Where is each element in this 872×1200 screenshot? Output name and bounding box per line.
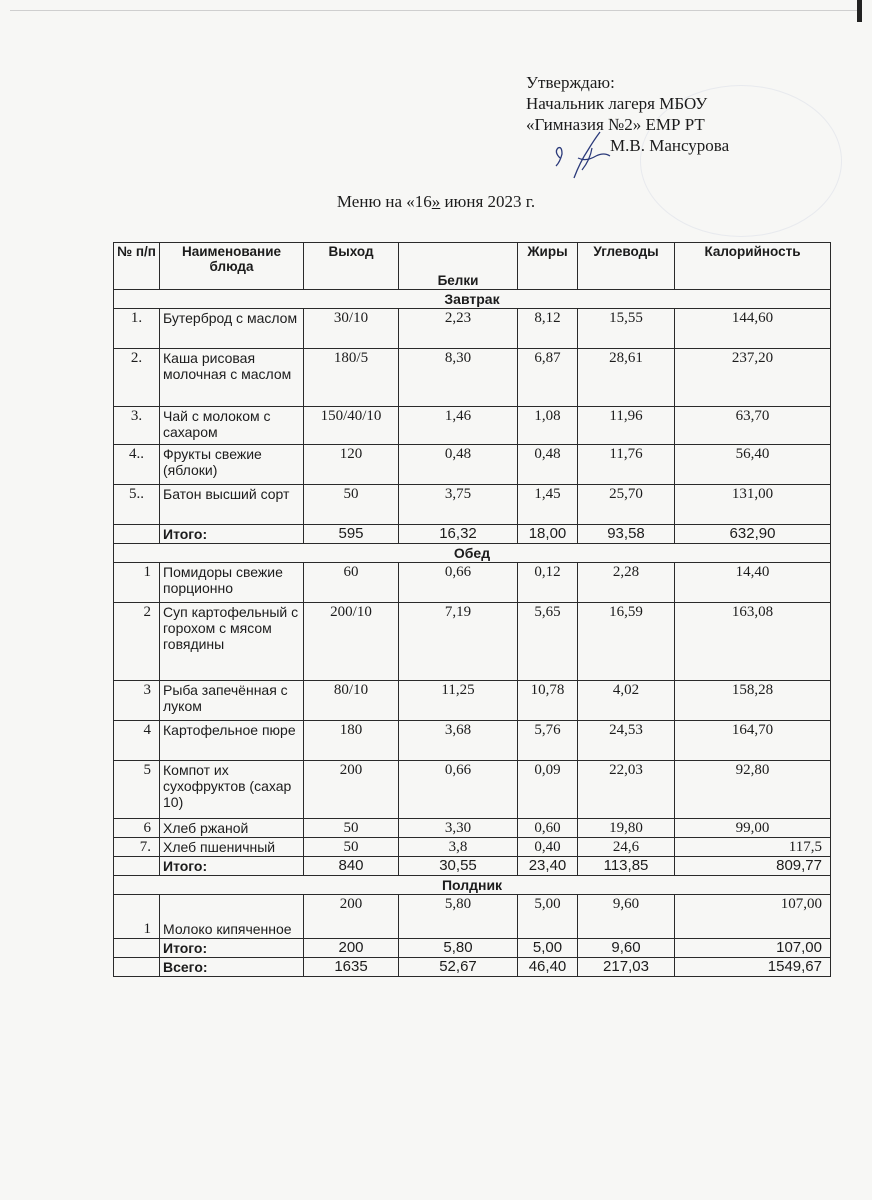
cell-carbs: 24,6 (578, 838, 675, 857)
cell-output: 120 (304, 445, 399, 485)
page-corner-mark (857, 0, 862, 22)
cell-name: Помидоры свежие порционно (160, 563, 304, 603)
cell-calories: 164,70 (675, 721, 831, 761)
cell-output: 30/10 (304, 309, 399, 349)
header-num: № п/п (114, 243, 160, 290)
cell-protein: 8,30 (399, 349, 518, 407)
table-row (114, 563, 831, 603)
cell-empty (114, 525, 160, 544)
table-row (114, 895, 831, 939)
cell-calories: 99,00 (675, 819, 831, 838)
total-row (114, 939, 831, 958)
cell-calories: 158,28 (675, 681, 831, 721)
table-row (114, 485, 831, 525)
table-row (114, 838, 831, 857)
cell-output: 50 (304, 819, 399, 838)
cell-name: Фрукты свежие (яблоки) (160, 445, 304, 485)
cell-protein: 3,68 (399, 721, 518, 761)
cell-fat: 0,40 (518, 838, 578, 857)
cell-name: Хлеб пшеничный (160, 838, 304, 857)
grand-total-label: Всего: (160, 958, 304, 977)
section-title: Завтрак (114, 290, 831, 309)
cell-num: 2. (114, 349, 160, 407)
cell-name: Суп картофельный с горохом с мясом говядины (160, 603, 304, 681)
grand-total-output: 1635 (304, 958, 399, 977)
cell-num: 7. (114, 838, 160, 857)
cell-carbs: 24,53 (578, 721, 675, 761)
cell-carbs: 19,80 (578, 819, 675, 838)
table-row (114, 407, 831, 445)
cell-output: 150/40/10 (304, 407, 399, 445)
cell-fat: 0,60 (518, 819, 578, 838)
total-label: Итого: (160, 939, 304, 958)
table-header-row (114, 243, 831, 290)
cell-empty (114, 857, 160, 876)
table-row (114, 349, 831, 407)
section-row (114, 876, 831, 895)
table-row (114, 445, 831, 485)
cell-protein: 7,19 (399, 603, 518, 681)
section-title: Полдник (114, 876, 831, 895)
header-name: Наименование блюда (160, 243, 304, 290)
total-protein: 16,32 (399, 525, 518, 544)
total-carbs: 113,85 (578, 857, 675, 876)
cell-protein: 0,48 (399, 445, 518, 485)
cell-protein: 1,46 (399, 407, 518, 445)
table-row (114, 603, 831, 681)
cell-protein: 3,75 (399, 485, 518, 525)
cell-protein: 0,66 (399, 563, 518, 603)
grand-total-carbs: 217,03 (578, 958, 675, 977)
cell-fat: 0,48 (518, 445, 578, 485)
cell-num: 1 (114, 895, 160, 939)
header-calories: Калорийность (675, 243, 831, 290)
cell-output: 180 (304, 721, 399, 761)
cell-name: Хлеб ржаной (160, 819, 304, 838)
header-protein: Белки (399, 243, 518, 290)
cell-carbs: 25,70 (578, 485, 675, 525)
title-prefix: Меню на «16 (336, 192, 432, 211)
total-output: 200 (304, 939, 399, 958)
cell-fat: 5,65 (518, 603, 578, 681)
cell-calories: 107,00 (675, 895, 831, 939)
cell-calories: 144,60 (675, 309, 831, 349)
cell-calories: 92,80 (675, 761, 831, 819)
menu-table (113, 242, 831, 977)
total-calories: 632,90 (675, 525, 831, 544)
cell-num: 2 (114, 603, 160, 681)
cell-num: 4.. (114, 445, 160, 485)
table-row (114, 819, 831, 838)
total-row (114, 525, 831, 544)
cell-fat: 5,76 (518, 721, 578, 761)
cell-carbs: 15,55 (578, 309, 675, 349)
cell-name: Батон высший сорт (160, 485, 304, 525)
cell-carbs: 2,28 (578, 563, 675, 603)
cell-output: 50 (304, 838, 399, 857)
header-output: Выход (304, 243, 399, 290)
total-carbs: 9,60 (578, 939, 675, 958)
cell-num: 3. (114, 407, 160, 445)
cell-calories: 14,40 (675, 563, 831, 603)
header-carbs: Углеводы (578, 243, 675, 290)
total-output: 595 (304, 525, 399, 544)
total-fat: 23,40 (518, 857, 578, 876)
approval-line-3: «Гимназия №2» ЕМР РТ (526, 115, 705, 134)
total-protein: 30,55 (399, 857, 518, 876)
cell-output: 60 (304, 563, 399, 603)
total-calories: 107,00 (675, 939, 831, 958)
table-row (114, 681, 831, 721)
cell-name: Картофельное пюре (160, 721, 304, 761)
cell-output: 80/10 (304, 681, 399, 721)
table-row (114, 309, 831, 349)
section-title: Обед (114, 544, 831, 563)
header-fat: Жиры (518, 243, 578, 290)
total-carbs: 93,58 (578, 525, 675, 544)
cell-protein: 2,23 (399, 309, 518, 349)
total-fat: 5,00 (518, 939, 578, 958)
cell-output: 50 (304, 485, 399, 525)
cell-num: 3 (114, 681, 160, 721)
cell-empty (114, 939, 160, 958)
title-suffix: июня 2023 г. (440, 192, 536, 211)
title-day-close: » (431, 192, 441, 211)
cell-name: Компот их сухофруктов (сахар 10) (160, 761, 304, 819)
cell-carbs: 11,96 (578, 407, 675, 445)
grand-total-fat: 46,40 (518, 958, 578, 977)
handwritten-signature (548, 128, 628, 188)
cell-fat: 0,12 (518, 563, 578, 603)
cell-output: 180/5 (304, 349, 399, 407)
total-label: Итого: (160, 857, 304, 876)
table-row (114, 721, 831, 761)
cell-calories: 131,00 (675, 485, 831, 525)
grand-total-protein: 52,67 (399, 958, 518, 977)
cell-calories: 63,70 (675, 407, 831, 445)
section-row (114, 290, 831, 309)
cell-num: 5 (114, 761, 160, 819)
total-row (114, 857, 831, 876)
cell-name: Молоко кипяченное (160, 895, 304, 939)
cell-carbs: 22,03 (578, 761, 675, 819)
cell-carbs: 16,59 (578, 603, 675, 681)
cell-calories: 237,20 (675, 349, 831, 407)
cell-num: 1. (114, 309, 160, 349)
approval-line-2: Начальник лагеря МБОУ (526, 94, 708, 113)
cell-fat: 6,87 (518, 349, 578, 407)
cell-carbs: 4,02 (578, 681, 675, 721)
cell-empty (114, 958, 160, 977)
cell-name: Чай с молоком с сахаром (160, 407, 304, 445)
cell-protein: 11,25 (399, 681, 518, 721)
cell-output: 200 (304, 761, 399, 819)
cell-protein: 0,66 (399, 761, 518, 819)
cell-protein: 3,8 (399, 838, 518, 857)
total-fat: 18,00 (518, 525, 578, 544)
cell-name: Бутерброд с маслом (160, 309, 304, 349)
cell-fat: 1,45 (518, 485, 578, 525)
cell-fat: 5,00 (518, 895, 578, 939)
cell-carbs: 9,60 (578, 895, 675, 939)
cell-fat: 8,12 (518, 309, 578, 349)
cell-name: Каша рисовая молочная с маслом (160, 349, 304, 407)
cell-calories: 117,5 (675, 838, 831, 857)
approval-line-1: Утверждаю: (526, 73, 615, 92)
cell-calories: 56,40 (675, 445, 831, 485)
cell-fat: 1,08 (518, 407, 578, 445)
cell-calories: 163,08 (675, 603, 831, 681)
cell-protein: 5,80 (399, 895, 518, 939)
approval-signer: М.В. Мансурова (610, 136, 730, 155)
cell-protein: 3,30 (399, 819, 518, 838)
total-calories: 809,77 (675, 857, 831, 876)
total-label: Итого: (160, 525, 304, 544)
document-title (0, 192, 872, 212)
cell-fat: 0,09 (518, 761, 578, 819)
page-top-edge (10, 10, 860, 11)
cell-name: Рыба запечённая с луком (160, 681, 304, 721)
section-row (114, 544, 831, 563)
cell-num: 6 (114, 819, 160, 838)
grand-total-row (114, 958, 831, 977)
cell-fat: 10,78 (518, 681, 578, 721)
grand-total-calories: 1549,67 (675, 958, 831, 977)
total-output: 840 (304, 857, 399, 876)
cell-output: 200/10 (304, 603, 399, 681)
cell-carbs: 28,61 (578, 349, 675, 407)
table-row (114, 761, 831, 819)
cell-output: 200 (304, 895, 399, 939)
cell-num: 4 (114, 721, 160, 761)
total-protein: 5,80 (399, 939, 518, 958)
cell-num: 5.. (114, 485, 160, 525)
cell-carbs: 11,76 (578, 445, 675, 485)
cell-num: 1 (114, 563, 160, 603)
